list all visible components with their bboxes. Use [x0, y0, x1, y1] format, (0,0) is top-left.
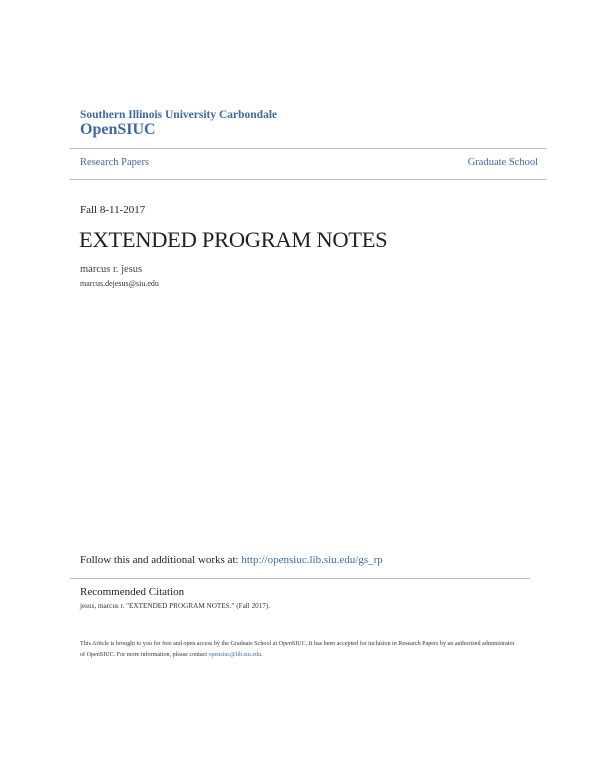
follow-url-link[interactable]: http://opensiuc.lib.siu.edu/gs_rp	[241, 554, 383, 566]
header-divider	[70, 148, 547, 149]
footer-end: .	[261, 652, 263, 658]
institution-name: Southern Illinois University Carbondale	[80, 109, 278, 121]
citation-text: jesus, marcus r. "EXTENDED PROGRAM NOTES." (Fall 2017).	[80, 602, 271, 610]
author-name: marcus r. jesus	[80, 264, 143, 275]
follow-label: Follow this and additional works at:	[80, 554, 242, 566]
nav-divider	[70, 179, 547, 180]
follow-line	[80, 554, 383, 566]
citation-heading: Recommended Citation	[80, 586, 185, 598]
footer-notice	[80, 639, 520, 661]
paper-date: Fall 8-11-2017	[80, 204, 146, 216]
author-email: marcus.dejesus@siu.edu	[80, 279, 159, 288]
series-link[interactable]: Research Papers	[80, 157, 150, 168]
department-link[interactable]: Graduate School	[467, 157, 538, 168]
follow-divider	[70, 578, 530, 579]
contact-email-link[interactable]: opensiuc@lib.siu.edu	[208, 652, 262, 658]
paper-title: EXTENDED PROGRAM NOTES	[79, 227, 388, 252]
footer-text: This Article is brought to you for free and open access by the Graduate School at OpenSIUC. It has been accepted for inclusion in Research Papers by an authorized administrator of OpenSIUC. For more information, please contact	[80, 641, 515, 658]
repository-name[interactable]: OpenSIUC	[80, 121, 156, 138]
